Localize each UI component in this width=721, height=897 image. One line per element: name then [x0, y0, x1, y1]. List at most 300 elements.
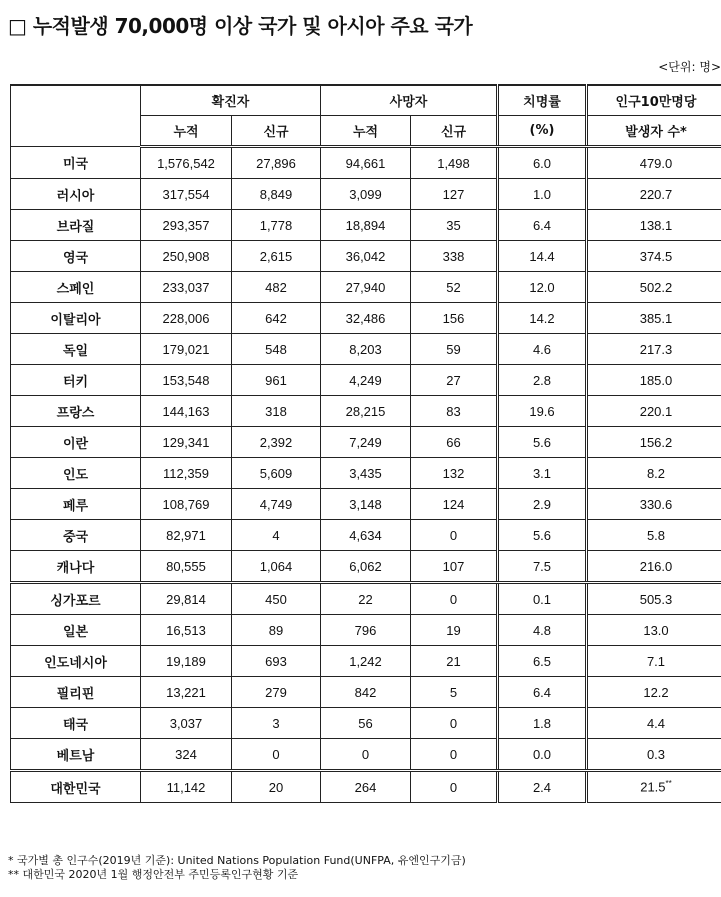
- fatality-rate: [498, 458, 587, 489]
- deaths-new-value: 21: [446, 653, 461, 669]
- confirmed-new-value: 4: [272, 527, 280, 543]
- cases-per-100k: [587, 210, 721, 241]
- table-row: [11, 334, 721, 365]
- fatality-rate: [498, 489, 587, 520]
- country-name: [11, 520, 141, 551]
- deaths-new: [411, 458, 498, 489]
- confirmed-cumulative: [141, 334, 232, 365]
- cases-per-100k: [587, 583, 721, 615]
- fatality-rate-value: 0.1: [532, 591, 552, 607]
- country-name-value: 필리핀: [56, 686, 95, 702]
- country-name-value: 페루: [62, 498, 89, 514]
- country-name-value: 인도네시아: [44, 655, 107, 671]
- cases-per-100k: [587, 241, 721, 272]
- confirmed-cumulative: [141, 210, 232, 241]
- table-row: [11, 677, 721, 708]
- confirmed-cumulative-value: 3,037: [169, 715, 203, 731]
- table-row: [11, 210, 721, 241]
- deaths-cumulative-value: 32,486: [345, 310, 386, 326]
- confirmed-cumulative: [141, 147, 232, 179]
- table-row: [11, 708, 721, 739]
- country-name-value: 태국: [62, 717, 89, 733]
- deaths-new-value: 0: [449, 779, 458, 795]
- confirmed-new-value: 5,609: [259, 465, 293, 481]
- country-name: [11, 241, 141, 272]
- confirmed-new: [232, 739, 321, 771]
- country-name: [11, 147, 141, 179]
- confirmed-cumulative: [141, 365, 232, 396]
- country-name-value: 러시아: [56, 188, 95, 204]
- country-name-value: 독일: [62, 343, 89, 359]
- fatality-rate: [498, 615, 587, 646]
- deaths-new: [411, 615, 498, 646]
- deaths-cumulative: [321, 646, 411, 677]
- deaths-new: [411, 334, 498, 365]
- fatality-rate: [498, 147, 587, 179]
- cases-per-100k: [587, 677, 721, 708]
- country-name-value: 일본: [62, 624, 89, 640]
- confirmed-new: [232, 583, 321, 615]
- country-name-value: 터키: [62, 374, 89, 390]
- confirmed-new: [232, 646, 321, 677]
- cases-per-100k: [587, 179, 721, 210]
- cases-per-100k-value: 13.0: [643, 622, 669, 638]
- confirmed-cumulative-value: 80,555: [166, 558, 206, 574]
- cases-per-100k-value: 220.1: [639, 403, 673, 419]
- table-row: [11, 771, 721, 803]
- table-row: [11, 458, 721, 489]
- confirmed-new-value: 961: [265, 372, 287, 388]
- deaths-cumulative-value: 264: [354, 779, 377, 795]
- deaths-cumulative: [321, 489, 411, 520]
- table-row: [11, 520, 721, 551]
- cases-per-100k-value: 505.3: [639, 591, 673, 607]
- deaths-cumulative-value: 36,042: [345, 248, 386, 264]
- deaths-new: [411, 303, 498, 334]
- confirmed-cumulative: [141, 458, 232, 489]
- confirmed-new: [232, 147, 321, 179]
- cases-per-100k: [587, 427, 721, 458]
- confirmed-cumulative-value: 129,341: [162, 434, 210, 450]
- table-row: [11, 646, 721, 677]
- fatality-rate-value: 6.4: [532, 684, 552, 700]
- fatality-rate-value: 12.0: [529, 279, 555, 295]
- deaths-new-value: 59: [446, 341, 461, 357]
- cases-per-100k-value: 8.2: [646, 465, 666, 481]
- deaths-cumulative: [321, 551, 411, 583]
- deaths-new-value: 132: [442, 465, 465, 481]
- deaths-new: [411, 427, 498, 458]
- country-name: [11, 615, 141, 646]
- cases-per-100k-value: 220.7: [639, 186, 673, 202]
- confirmed-new-value: 89: [268, 622, 284, 638]
- confirmed-new: [232, 489, 321, 520]
- deaths-new: [411, 489, 498, 520]
- cases-per-100k-value: 216.0: [639, 558, 673, 574]
- header-confirmed-cumulative: 누적: [141, 116, 232, 147]
- fatality-rate: [498, 551, 587, 583]
- deaths-cumulative-value: 842: [354, 684, 377, 700]
- cases-per-100k: [587, 708, 721, 739]
- cases-per-100k: [587, 739, 721, 771]
- deaths-new-value: 35: [446, 217, 461, 233]
- cases-per-100k: [587, 365, 721, 396]
- country-name-value: 대한민국: [50, 781, 101, 797]
- fatality-rate: [498, 210, 587, 241]
- deaths-new: [411, 771, 498, 803]
- deaths-new-value: 127: [442, 186, 465, 202]
- deaths-new: [411, 708, 498, 739]
- header-confirmed: 확진자: [141, 85, 321, 116]
- fatality-rate-value: 4.6: [532, 341, 552, 357]
- deaths-new: [411, 396, 498, 427]
- confirmed-cumulative-value: 112,359: [162, 465, 210, 481]
- deaths-cumulative-value: 796: [354, 622, 377, 638]
- cases-per-100k-value: 479.0: [639, 155, 673, 171]
- deaths-new-value: 27: [446, 372, 461, 388]
- country-name-value: 스페인: [56, 281, 95, 297]
- deaths-cumulative: [321, 365, 411, 396]
- confirmed-new-value: 642: [265, 310, 287, 326]
- country-name-value: 이란: [62, 436, 89, 452]
- header-per100k: 인구10만명당: [587, 85, 721, 116]
- deaths-cumulative-value: 56: [358, 715, 373, 731]
- deaths-cumulative: [321, 396, 411, 427]
- fatality-rate: [498, 708, 587, 739]
- confirmed-cumulative: [141, 771, 232, 803]
- fatality-rate: [498, 241, 587, 272]
- cases-per-100k-value: 7.1: [646, 653, 666, 669]
- deaths-new-value: 107: [442, 558, 465, 574]
- confirmed-cumulative-value: 324: [175, 746, 197, 762]
- country-name: [11, 179, 141, 210]
- confirmed-cumulative-value: 250,908: [162, 248, 210, 264]
- fatality-rate-value: 4.8: [532, 622, 552, 638]
- footnote-1: * 국가별 총 인구수(2019년 기준): United Nations Population Fund(UNFPA, 유엔인구기금): [8, 854, 466, 867]
- deaths-new: [411, 147, 498, 179]
- table-row: [11, 272, 721, 303]
- deaths-cumulative: [321, 615, 411, 646]
- deaths-new-value: 83: [446, 403, 461, 419]
- confirmed-cumulative: [141, 708, 232, 739]
- cases-per-100k: [587, 272, 721, 303]
- confirmed-cumulative-value: 19,189: [166, 653, 206, 669]
- cases-per-100k-value: 217.3: [639, 341, 673, 357]
- country-name: [11, 708, 141, 739]
- confirmed-new: [232, 396, 321, 427]
- deaths-new-value: 0: [449, 715, 458, 731]
- deaths-cumulative: [321, 241, 411, 272]
- header-deaths-new: 신규: [411, 116, 498, 147]
- country-name: [11, 210, 141, 241]
- country-name: [11, 303, 141, 334]
- table-row: [11, 615, 721, 646]
- deaths-new-value: 52: [446, 279, 461, 295]
- country-name-value: 이탈리아: [50, 312, 101, 328]
- country-name: [11, 646, 141, 677]
- confirmed-cumulative: [141, 427, 232, 458]
- country-name-value: 영국: [62, 250, 89, 266]
- cases-per-100k-value: 502.2: [639, 279, 673, 295]
- deaths-new: [411, 739, 498, 771]
- fatality-rate: [498, 427, 587, 458]
- table-row: [11, 179, 721, 210]
- deaths-new-value: 5: [449, 684, 458, 700]
- header-cfr: 치명률: [498, 85, 587, 116]
- table-row: [11, 551, 721, 583]
- deaths-cumulative-value: 1,242: [349, 653, 382, 669]
- deaths-cumulative-value: 3,435: [349, 465, 382, 481]
- table-row: [11, 365, 721, 396]
- deaths-new-value: 19: [446, 622, 461, 638]
- confirmed-new: [232, 771, 321, 803]
- confirmed-cumulative: [141, 615, 232, 646]
- footnote-marker: **: [665, 779, 672, 789]
- header-confirmed-new: 신규: [232, 116, 321, 147]
- cases-per-100k: [587, 615, 721, 646]
- fatality-rate-value: 0.0: [532, 746, 552, 762]
- fatality-rate: [498, 739, 587, 771]
- fatality-rate: [498, 771, 587, 803]
- confirmed-new-value: 318: [265, 403, 287, 419]
- fatality-rate-value: 14.4: [529, 248, 555, 264]
- country-name: [11, 334, 141, 365]
- confirmed-new-value: 482: [265, 279, 287, 295]
- confirmed-cumulative: [141, 272, 232, 303]
- cases-per-100k: [587, 303, 721, 334]
- cases-per-100k: [587, 771, 721, 803]
- confirmed-new: [232, 458, 321, 489]
- cases-per-100k: [587, 520, 721, 551]
- cases-per-100k-value: 4.4: [646, 715, 666, 731]
- country-name-value: 인도: [62, 467, 89, 483]
- fatality-rate-value: 1.8: [532, 715, 552, 731]
- confirmed-cumulative-value: 1,576,542: [157, 155, 215, 171]
- deaths-cumulative-value: 8,203: [349, 341, 382, 357]
- confirmed-cumulative-value: 233,037: [162, 279, 210, 295]
- fatality-rate-value: 5.6: [532, 527, 552, 543]
- confirmed-new: [232, 334, 321, 365]
- deaths-new: [411, 365, 498, 396]
- deaths-cumulative: [321, 771, 411, 803]
- deaths-new: [411, 272, 498, 303]
- fatality-rate: [498, 272, 587, 303]
- confirmed-cumulative: [141, 303, 232, 334]
- country-name: [11, 365, 141, 396]
- deaths-new: [411, 241, 498, 272]
- deaths-cumulative-value: 3,148: [349, 496, 382, 512]
- table-row: [11, 583, 721, 615]
- confirmed-cumulative-value: 153,548: [162, 372, 210, 388]
- country-name: [11, 583, 141, 615]
- confirmed-new: [232, 551, 321, 583]
- fatality-rate: [498, 677, 587, 708]
- fatality-rate: [498, 179, 587, 210]
- cases-per-100k-value: 374.5: [639, 248, 673, 264]
- confirmed-new: [232, 303, 321, 334]
- confirmed-cumulative: [141, 551, 232, 583]
- table-row: [11, 489, 721, 520]
- cases-per-100k: [587, 396, 721, 427]
- footnotes: [8, 854, 466, 882]
- fatality-rate: [498, 646, 587, 677]
- confirmed-new: [232, 708, 321, 739]
- fatality-rate: [498, 334, 587, 365]
- fatality-rate: [498, 396, 587, 427]
- country-name: [11, 458, 141, 489]
- deaths-new: [411, 677, 498, 708]
- confirmed-new: [232, 179, 321, 210]
- confirmed-cumulative: [141, 489, 232, 520]
- deaths-cumulative-value: 28,215: [345, 403, 386, 419]
- deaths-cumulative-value: 0: [361, 746, 370, 762]
- confirmed-new-value: 20: [268, 779, 284, 795]
- cases-per-100k-value: 330.6: [639, 496, 673, 512]
- cases-per-100k-value: 185.0: [639, 372, 673, 388]
- table-row: [11, 739, 721, 771]
- cases-per-100k-value: 385.1: [639, 310, 673, 326]
- statistics-table: [10, 84, 721, 803]
- confirmed-new-value: 4,749: [259, 496, 293, 512]
- fatality-rate-value: 3.1: [532, 465, 552, 481]
- cases-per-100k: [587, 458, 721, 489]
- fatality-rate: [498, 365, 587, 396]
- country-name: [11, 771, 141, 803]
- deaths-cumulative-value: 6,062: [349, 558, 382, 574]
- cases-per-100k-value: 156.2: [639, 434, 673, 450]
- fatality-rate-value: 19.6: [529, 403, 555, 419]
- deaths-new: [411, 210, 498, 241]
- cases-per-100k: [587, 147, 721, 179]
- confirmed-cumulative-value: 29,814: [166, 591, 206, 607]
- deaths-new-value: 66: [446, 434, 461, 450]
- cases-per-100k: [587, 489, 721, 520]
- deaths-new-value: 124: [442, 496, 465, 512]
- deaths-cumulative: [321, 520, 411, 551]
- header-cfr-unit: (%): [498, 116, 587, 147]
- deaths-new-value: 338: [442, 248, 465, 264]
- fatality-rate-value: 6.4: [532, 217, 552, 233]
- confirmed-cumulative: [141, 520, 232, 551]
- confirmed-cumulative-value: 179,021: [162, 341, 210, 357]
- table-row: [11, 147, 721, 179]
- table-row: [11, 427, 721, 458]
- country-name-value: 프랑스: [56, 405, 95, 421]
- unit-label: <단위: 명>: [658, 60, 721, 74]
- cases-per-100k-value: 0.3: [646, 746, 666, 762]
- deaths-cumulative-value: 3,099: [349, 186, 382, 202]
- confirmed-cumulative-value: 228,006: [162, 310, 210, 326]
- confirmed-cumulative-value: 82,971: [166, 527, 206, 543]
- fatality-rate-value: 5.6: [532, 434, 552, 450]
- country-name: [11, 489, 141, 520]
- country-name: [11, 551, 141, 583]
- confirmed-cumulative-value: 16,513: [166, 622, 206, 638]
- deaths-new: [411, 520, 498, 551]
- deaths-cumulative: [321, 677, 411, 708]
- fatality-rate: [498, 303, 587, 334]
- confirmed-new: [232, 615, 321, 646]
- confirmed-cumulative: [141, 241, 232, 272]
- country-name: [11, 427, 141, 458]
- country-name-value: 중국: [62, 529, 89, 545]
- country-name: [11, 739, 141, 771]
- deaths-cumulative-value: 27,940: [345, 279, 386, 295]
- header-blank: [11, 85, 141, 147]
- country-name: [11, 272, 141, 303]
- fatality-rate: [498, 583, 587, 615]
- confirmed-new-value: 548: [265, 341, 287, 357]
- fatality-rate-value: 7.5: [532, 558, 552, 574]
- country-name-value: 베트남: [56, 748, 95, 764]
- confirmed-cumulative: [141, 179, 232, 210]
- deaths-cumulative: [321, 334, 411, 365]
- cases-per-100k-value: 5.8: [646, 527, 666, 543]
- deaths-new: [411, 646, 498, 677]
- fatality-rate-value: 6.0: [532, 155, 552, 171]
- confirmed-cumulative: [141, 583, 232, 615]
- table-row: [11, 241, 721, 272]
- deaths-cumulative: [321, 147, 411, 179]
- deaths-new-value: 0: [449, 527, 458, 543]
- confirmed-new: [232, 241, 321, 272]
- footnote-2: ** 대한민국 2020년 1월 행정안전부 주민등록인구현황 기준: [8, 868, 299, 881]
- cases-per-100k: [587, 334, 721, 365]
- deaths-cumulative: [321, 210, 411, 241]
- confirmed-new: [232, 427, 321, 458]
- fatality-rate: [498, 520, 587, 551]
- country-name-value: 미국: [62, 157, 89, 172]
- fatality-rate-value: 6.5: [532, 653, 552, 669]
- deaths-cumulative-value: 94,661: [345, 155, 386, 171]
- confirmed-cumulative: [141, 646, 232, 677]
- deaths-new-value: 1,498: [437, 155, 470, 171]
- cases-per-100k-value: 138.1: [639, 217, 673, 233]
- confirmed-cumulative: [141, 677, 232, 708]
- deaths-new-value: 0: [449, 591, 458, 607]
- page-title: □ 누적발생 70,000명 이상 국가 및 아시아 주요 국가: [8, 14, 473, 38]
- deaths-cumulative: [321, 272, 411, 303]
- country-name: [11, 677, 141, 708]
- confirmed-new-value: 1,064: [259, 558, 293, 574]
- confirmed-new-value: 1,778: [259, 217, 293, 233]
- confirmed-cumulative: [141, 396, 232, 427]
- country-name-value: 브라질: [56, 219, 95, 235]
- confirmed-new-value: 2,615: [259, 248, 293, 264]
- confirmed-new-value: 8,849: [259, 186, 293, 202]
- confirmed-cumulative-value: 317,554: [162, 186, 210, 202]
- deaths-cumulative-value: 22: [358, 591, 373, 607]
- confirmed-new: [232, 520, 321, 551]
- cases-per-100k-value: 12.2: [643, 684, 669, 700]
- header-per100k-unit: 발생자 수*: [587, 116, 721, 147]
- confirmed-new-value: 279: [265, 684, 287, 700]
- confirmed-new-value: 693: [265, 653, 287, 669]
- country-name-value: 싱가포르: [50, 593, 101, 609]
- confirmed-new: [232, 677, 321, 708]
- fatality-rate-value: 1.0: [532, 186, 552, 202]
- confirmed-cumulative-value: 13,221: [166, 684, 206, 700]
- table-row: [11, 303, 721, 334]
- deaths-new-value: 0: [449, 746, 458, 762]
- cases-per-100k-value: 21.5: [640, 779, 666, 795]
- deaths-cumulative: [321, 303, 411, 334]
- deaths-cumulative: [321, 708, 411, 739]
- fatality-rate-value: 2.4: [532, 779, 552, 795]
- deaths-cumulative: [321, 739, 411, 771]
- deaths-cumulative: [321, 179, 411, 210]
- confirmed-new-value: 450: [265, 591, 287, 607]
